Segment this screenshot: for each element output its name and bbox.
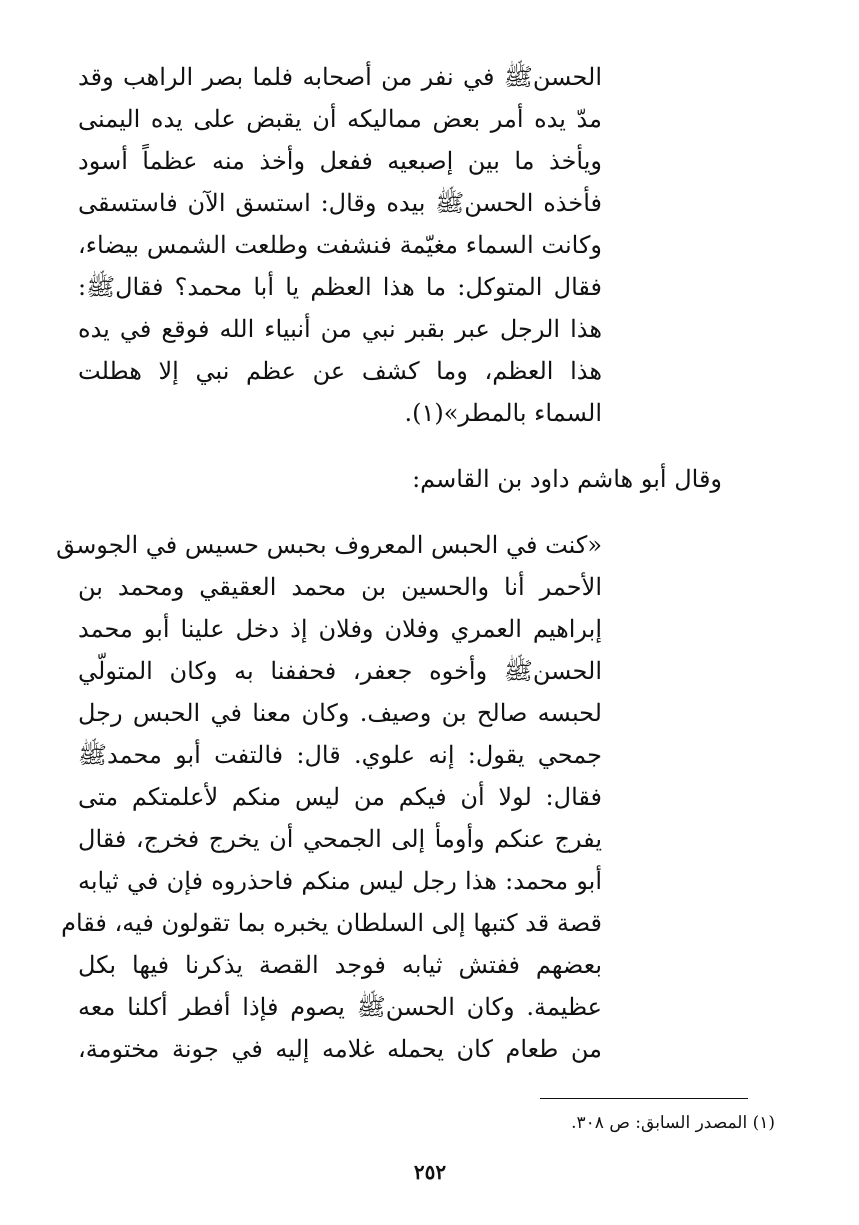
text-line: ويأخذ ما بين إصبعيه ففعل وأخذ منه عظماً أسود: [78, 147, 602, 175]
text-line: إبراهيم العمري وفلان وفلان إذ دخل علينا أبو محمد: [78, 615, 602, 643]
text-line: «كنت في الحبس المعروف بحبس حسيس في الجوسق: [56, 531, 602, 559]
text-line-last: السماء بالمطر»(١).: [404, 399, 602, 427]
text-line: فقال: لولا أن فيكم من ليس منكم لأعلمتكم متى: [78, 783, 602, 811]
footnote: (١) المصدر السابق: ص ٣٠٨.: [571, 1113, 775, 1133]
text-line: هذا العظم، وما كشف عن عظم نبي إلا هطلت: [78, 357, 602, 385]
text-line: هذا الرجل عبر بقبر نبي من أنبياء الله فوقع في يده: [78, 315, 602, 343]
heading-text: وقال أبو هاشم داود بن القاسم:: [412, 465, 722, 493]
text-line: فأخذه الحسنﷺ بيده وقال: استسق الآن فاستسقى: [78, 189, 602, 217]
text-line: جمحي يقول: إنه علوي. قال: فالتفت أبو محمدﷺ: [78, 741, 602, 769]
text-line: أبو محمد: هذا رجل ليس منكم فاحذروه فإن في ثيابه: [78, 867, 602, 895]
text-line: فقال المتوكل: ما هذا العظم يا أبا محمد؟ فقالﷺ:: [78, 273, 602, 301]
narrator-heading: [360, 458, 722, 500]
footnote-divider: [540, 1098, 748, 1099]
text-line: يفرج عنكم وأومأ إلى الجمحي أن يخرج فخرج، فقال: [78, 825, 602, 853]
text-line: وكانت السماء مغيّمة فنشفت وطلعت الشمس بيضاء،: [78, 231, 602, 259]
text-line: من طعام كان يحمله غلامه إليه في جونة مختومة،: [78, 1035, 602, 1063]
text-line: الأحمر أنا والحسين بن محمد العقيقي ومحمد بن: [78, 573, 602, 601]
page-number: ٢٥٢: [413, 1160, 447, 1184]
text-line: لحبسه صالح بن وصيف. وكان معنا في الحبس رجل: [78, 699, 602, 727]
text-line: قصة قد كتبها إلى السلطان يخبره بما تقولون فيه، فقام: [61, 909, 602, 937]
text-line: الحسنﷺ في نفر من أصحابه فلما بصر الراهب وقد: [78, 63, 602, 91]
paragraph-quote: [56, 524, 602, 1070]
paragraph-continued: [78, 56, 602, 434]
text-line: مدّ يده أمر بعض مماليكه أن يقبض على يده اليمنى: [78, 105, 602, 133]
text-line: بعضهم ففتش ثيابه فوجد القصة يذكرنا فيها بكل: [78, 951, 602, 979]
text-line: الحسنﷺ وأخوه جعفر، فحففنا به وكان المتولّي: [78, 657, 602, 685]
text-line: عظيمة. وكان الحسنﷺ يصوم فإذا أفطر أكلنا معه: [78, 993, 602, 1021]
